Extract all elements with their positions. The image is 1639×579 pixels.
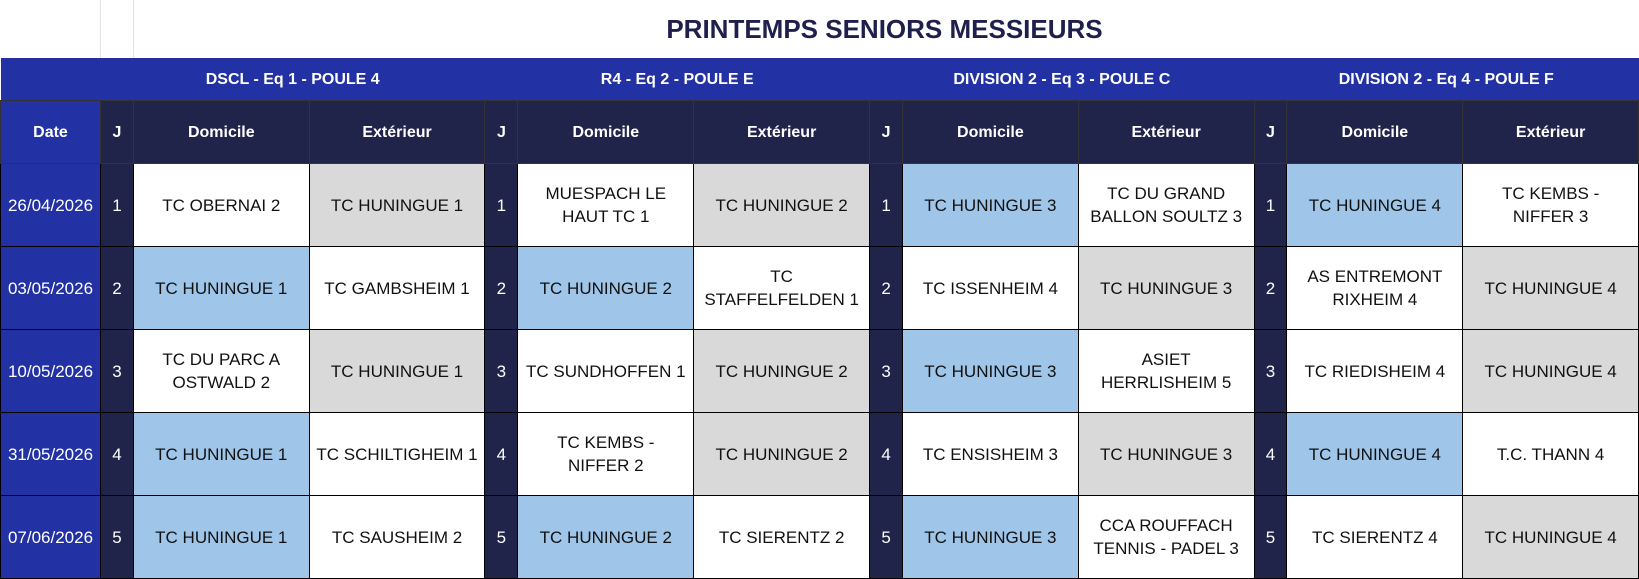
home-team-cell: TC HUNINGUE 1 xyxy=(133,496,309,579)
round-cell: 5 xyxy=(100,496,133,579)
round-cell: 5 xyxy=(485,496,518,579)
away-team-cell: TC GAMBSHEIM 1 xyxy=(309,247,485,330)
away-team-cell: TC SAUSHEIM 2 xyxy=(309,496,485,579)
away-team-cell: TC HUNINGUE 4 xyxy=(1463,247,1639,330)
home-team-cell: MUESPACH LE HAUT TC 1 xyxy=(518,164,694,247)
home-header: Domicile xyxy=(903,101,1079,164)
round-cell: 3 xyxy=(1254,330,1287,413)
home-team-cell: TC HUNINGUE 2 xyxy=(518,496,694,579)
home-team-cell: TC HUNINGUE 3 xyxy=(903,330,1079,413)
home-team-cell: TC HUNINGUE 1 xyxy=(133,413,309,496)
table-row xyxy=(1,413,1639,496)
round-cell: 4 xyxy=(870,413,903,496)
poule-title: DIVISION 2 - Eq 4 - POULE F xyxy=(1254,58,1638,101)
home-team-cell: TC OBERNAI 2 xyxy=(133,164,309,247)
round-cell: 4 xyxy=(100,413,133,496)
title-row xyxy=(0,0,1639,58)
home-team-cell: TC SUNDHOFFEN 1 xyxy=(518,330,694,413)
j-header: J xyxy=(485,101,518,164)
date-header: Date xyxy=(1,101,101,164)
home-team-cell: TC RIEDISHEIM 4 xyxy=(1287,330,1463,413)
away-header: Extérieur xyxy=(694,101,870,164)
round-cell: 5 xyxy=(870,496,903,579)
j-header: J xyxy=(870,101,903,164)
table-row xyxy=(1,164,1639,247)
home-team-cell: TC ISSENHEIM 4 xyxy=(903,247,1079,330)
table-row xyxy=(1,496,1639,579)
home-header: Domicile xyxy=(518,101,694,164)
round-cell: 1 xyxy=(100,164,133,247)
round-cell: 1 xyxy=(485,164,518,247)
away-team-cell: TC SIERENTZ 2 xyxy=(694,496,870,579)
home-header: Domicile xyxy=(1287,101,1463,164)
home-team-cell: TC ENSISHEIM 3 xyxy=(903,413,1079,496)
home-team-cell: TC SIERENTZ 4 xyxy=(1287,496,1463,579)
away-team-cell: T.C. THANN 4 xyxy=(1463,413,1639,496)
table-row xyxy=(1,330,1639,413)
away-team-cell: TC HUNINGUE 3 xyxy=(1078,413,1254,496)
round-cell: 2 xyxy=(100,247,133,330)
date-cell: 31/05/2026 xyxy=(1,413,101,496)
home-team-cell: TC KEMBS - NIFFER 2 xyxy=(518,413,694,496)
gridline xyxy=(100,0,101,58)
away-team-cell: TC HUNINGUE 2 xyxy=(694,413,870,496)
home-header: Domicile xyxy=(133,101,309,164)
away-header: Extérieur xyxy=(1078,101,1254,164)
table-row xyxy=(1,247,1639,330)
home-team-cell: TC HUNINGUE 4 xyxy=(1287,164,1463,247)
away-team-cell: TC HUNINGUE 2 xyxy=(694,330,870,413)
home-team-cell: TC DU PARC A OSTWALD 2 xyxy=(133,330,309,413)
home-team-cell: TC HUNINGUE 3 xyxy=(903,496,1079,579)
home-team-cell: AS ENTREMONT RIXHEIM 4 xyxy=(1287,247,1463,330)
date-cell: 26/04/2026 xyxy=(1,164,101,247)
away-team-cell: TC HUNINGUE 4 xyxy=(1463,330,1639,413)
away-team-cell: TC HUNINGUE 3 xyxy=(1078,247,1254,330)
round-cell: 2 xyxy=(485,247,518,330)
poule-title: R4 - Eq 2 - POULE E xyxy=(485,58,870,101)
home-team-cell: TC HUNINGUE 3 xyxy=(903,164,1079,247)
date-cell: 07/06/2026 xyxy=(1,496,101,579)
round-cell: 4 xyxy=(485,413,518,496)
round-cell: 5 xyxy=(1254,496,1287,579)
away-team-cell: CCA ROUFFACH TENNIS - PADEL 3 xyxy=(1078,496,1254,579)
home-team-cell: TC HUNINGUE 1 xyxy=(133,247,309,330)
away-team-cell: TC HUNINGUE 4 xyxy=(1463,496,1639,579)
away-team-cell: TC SCHILTIGHEIM 1 xyxy=(309,413,485,496)
round-cell: 1 xyxy=(870,164,903,247)
away-team-cell: TC HUNINGUE 1 xyxy=(309,330,485,413)
date-cell: 10/05/2026 xyxy=(1,330,101,413)
away-header: Extérieur xyxy=(309,101,485,164)
away-team-cell: TC STAFFELFELDEN 1 xyxy=(694,247,870,330)
away-team-cell: TC KEMBS - NIFFER 3 xyxy=(1463,164,1639,247)
round-cell: 2 xyxy=(870,247,903,330)
schedule-table xyxy=(0,58,1639,579)
away-team-cell: TC HUNINGUE 2 xyxy=(694,164,870,247)
j-header: J xyxy=(100,101,133,164)
round-cell: 1 xyxy=(1254,164,1287,247)
poule-title: DIVISION 2 - Eq 3 - POULE C xyxy=(870,58,1254,101)
round-cell: 3 xyxy=(870,330,903,413)
home-team-cell: TC HUNINGUE 4 xyxy=(1287,413,1463,496)
page-title: PRINTEMPS SENIORS MESSIEURS xyxy=(666,13,1103,44)
away-header: Extérieur xyxy=(1463,101,1639,164)
away-team-cell: TC HUNINGUE 1 xyxy=(309,164,485,247)
poule-title: DSCL - Eq 1 - POULE 4 xyxy=(100,58,484,101)
round-cell: 4 xyxy=(1254,413,1287,496)
away-team-cell: TC DU GRAND BALLON SOULTZ 3 xyxy=(1078,164,1254,247)
date-cell: 03/05/2026 xyxy=(1,247,101,330)
poule-corner xyxy=(1,58,101,101)
away-team-cell: ASIET HERRLISHEIM 5 xyxy=(1078,330,1254,413)
round-cell: 3 xyxy=(100,330,133,413)
round-cell: 2 xyxy=(1254,247,1287,330)
column-header-row xyxy=(1,101,1639,164)
round-cell: 3 xyxy=(485,330,518,413)
home-team-cell: TC HUNINGUE 2 xyxy=(518,247,694,330)
poule-header-row xyxy=(1,58,1639,101)
j-header: J xyxy=(1254,101,1287,164)
